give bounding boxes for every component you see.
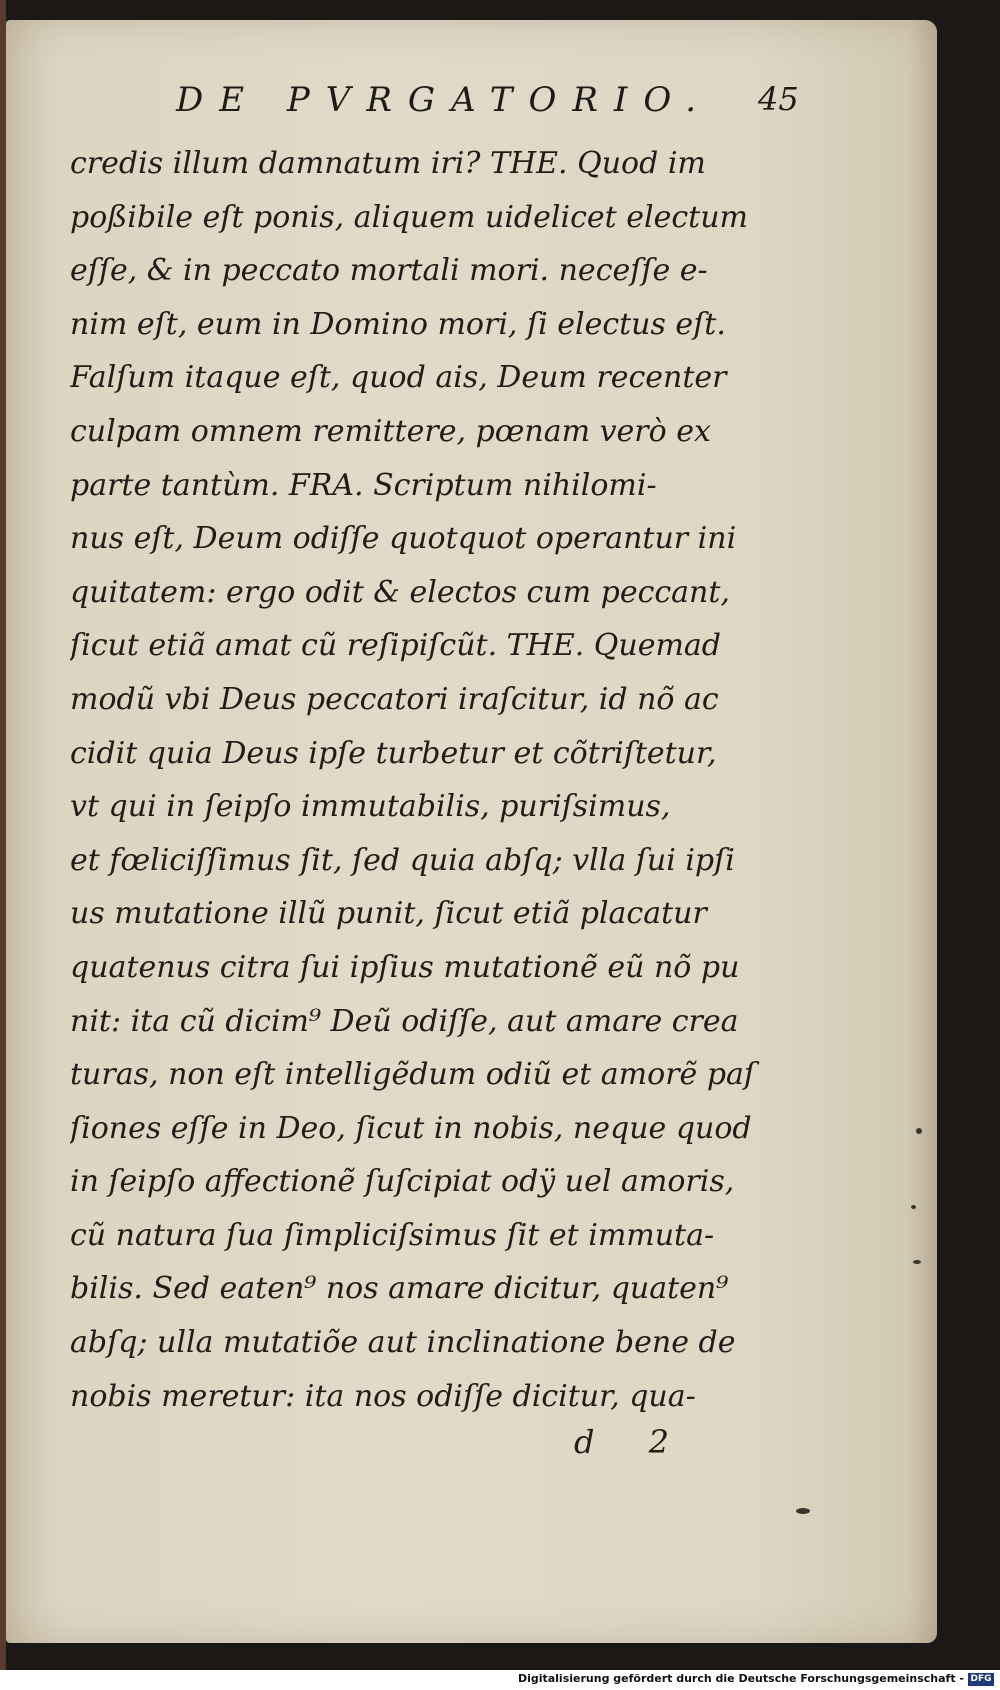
text-line: nobis meretur: ita nos odiſſe dicitur, qua-	[70, 1378, 696, 1414]
text-line: cũ natura ſua ſimpliciſsimus ſit et immuta-	[70, 1217, 715, 1253]
text-line: culpam omnem remittere, pœnam verò ex	[70, 413, 711, 449]
text-line: quitatem: ergo odit & electos cum peccant,	[70, 574, 730, 610]
text-line: modũ vbi Deus peccatori iraſcitur, id nõ ac	[70, 681, 719, 717]
text-line: parte tantùm. FRA. Scriptum nihilomi-	[70, 467, 657, 503]
paper-speck	[913, 1260, 921, 1264]
text-line: ſicut etiã amat cũ reſipiſcũt. THE. Quemad	[70, 628, 722, 664]
text-line: turas, non eſt intelligẽdum odiũ et amorẽ paſ	[70, 1057, 756, 1093]
text-line: quatenus citra ſui ipſius mutationẽ eũ nõ pu	[70, 949, 740, 985]
text-line: Falſum itaque eſt, quod ais, Deum recenter	[70, 360, 727, 396]
text-line: us mutatione illũ punit, ſicut etiã placatur	[70, 896, 707, 932]
text-line: nit: ita cũ dicim⁹ Deũ odiſſe, aut amare crea	[70, 1003, 739, 1039]
page-number: 45	[758, 80, 799, 118]
text-line: credis illum damnatum iri? THE. Quod im	[70, 146, 706, 181]
text-line: bilis. Sed eaten⁹ nos amare dicitur, quaten⁹	[70, 1271, 729, 1307]
paper-speck	[796, 1508, 810, 1514]
digitization-credit: Digitalisierung gefördert durch die Deutsche Forschungsgemeinschaft -	[517, 1672, 964, 1685]
body-text	[70, 137, 810, 1423]
text-line: nus eſt, Deum odiſſe quotquot operantur ini	[70, 521, 737, 557]
text-line: in ſeipſo affectionẽ ſuſcipiat odÿ uel amoris,	[70, 1164, 735, 1200]
running-head: DE PVRGATORIO.	[176, 80, 713, 120]
dfg-logo: DFG	[968, 1673, 994, 1686]
text-line: nim eſt, eum in Domino mori, ſi electus eſt.	[70, 306, 726, 342]
book-page	[6, 20, 937, 1643]
text-line: vt qui in ſeipſo immutabilis, puriſsimus,	[70, 789, 671, 825]
text-line: ſiones eſſe in Deo, ſicut in nobis, neque quod	[70, 1110, 752, 1146]
text-line: et fœliciſſimus ſit, ſed quia abſq; vlla ſui ipſi	[70, 842, 735, 878]
text-line: abſq; ulla mutatiõe aut inclinatione bene de	[70, 1325, 736, 1361]
paper-speck	[916, 1128, 922, 1134]
text-line: poßibile eſt ponis, aliquem uidelicet electum	[70, 199, 748, 235]
text-line: eſſe, & in peccato mortali mori. neceſſe e-	[70, 253, 708, 289]
signature-mark: d 2	[574, 1423, 692, 1461]
text-line: cidit quia Deus ipſe turbetur et cõtriſtetur,	[70, 735, 717, 771]
paper-speck	[911, 1205, 916, 1209]
